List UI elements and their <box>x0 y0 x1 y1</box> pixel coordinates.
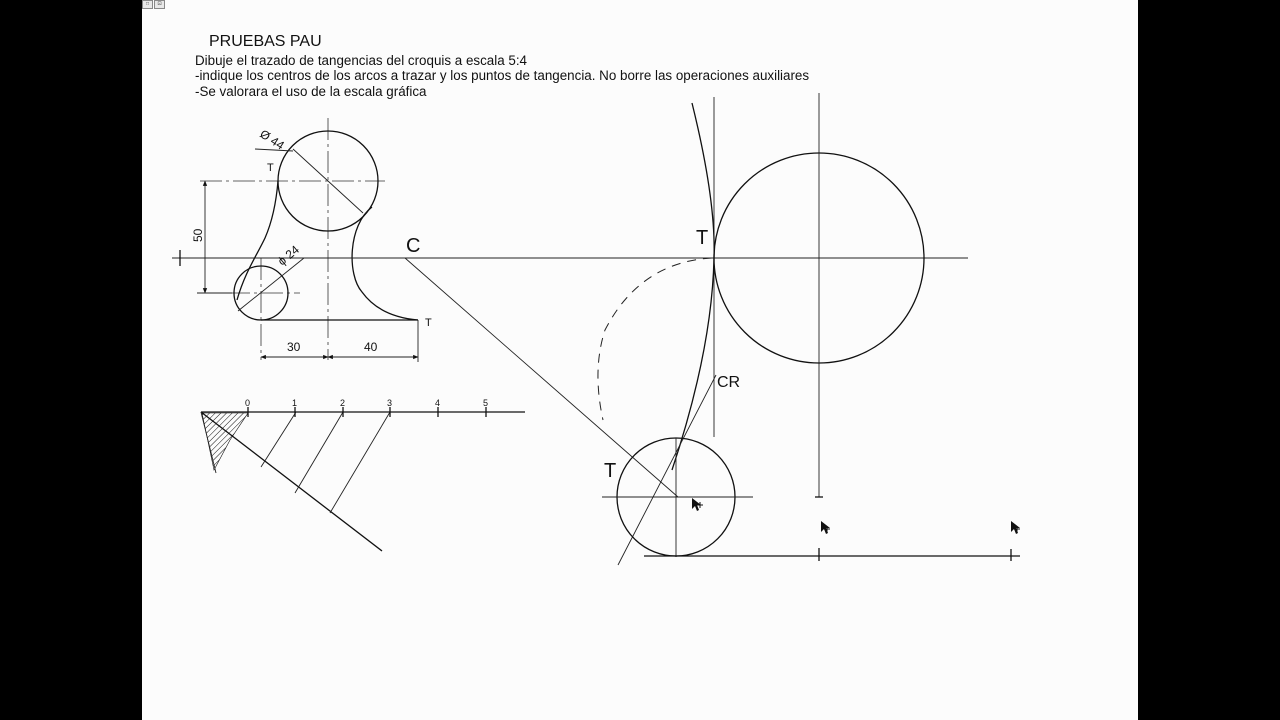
construction <box>300 93 1020 565</box>
dim-left-label: 30 <box>287 340 301 354</box>
scale-hatched-region <box>202 413 248 470</box>
maximize-button[interactable]: ⊡ <box>154 0 165 9</box>
scale-label-1: 1 <box>292 398 298 408</box>
tangent-t-large-label: T <box>696 227 709 249</box>
page-title: PRUEBAS PAU <box>209 33 322 50</box>
instruction-line-2: -indique los centros de los arcos a trazar y los puntos de tangencia. No borre las operaciones auxiliares <box>195 68 810 83</box>
cursor-icon <box>821 521 830 534</box>
scale-label-2: 2 <box>340 398 346 408</box>
left-tangent-arc <box>237 181 278 300</box>
scale-division-line-3 <box>330 412 390 513</box>
tangent-point-top-label: T <box>267 162 274 174</box>
scale-division-line-2 <box>295 412 343 493</box>
tangent-point-right-label: T <box>425 317 432 329</box>
cursor-icon <box>1011 521 1020 534</box>
scale-label-4: 4 <box>435 398 441 408</box>
scale-label-3: 3 <box>387 398 393 408</box>
right-tangent-arc <box>352 207 421 320</box>
dim-vertical-label: 50 <box>191 228 205 242</box>
instruction-line-1: Dibuje el trazado de tangencias del croquis a escala 5:4 <box>195 53 528 68</box>
scale-label-5: 5 <box>483 398 489 408</box>
dashed-construction-arc <box>598 258 712 420</box>
restore-button[interactable]: □ <box>142 0 153 9</box>
tangent-arc <box>672 103 714 470</box>
tangent-t-small-label: T <box>604 460 617 482</box>
diameter-large-label: Ø 44 <box>257 126 287 153</box>
diameter-small-label: ϕ 24 <box>274 242 302 269</box>
sketch <box>172 118 432 362</box>
small-diameter-line <box>238 258 304 311</box>
instruction-line-3: -Se valorara el uso de la escala gráfica <box>195 84 427 99</box>
scale-division-line-1 <box>261 412 296 467</box>
scale-label-0: 0 <box>245 398 251 408</box>
point-c-label: C <box>406 235 421 257</box>
graphic-scale <box>201 398 525 551</box>
cr-label: CR <box>717 374 741 391</box>
dim-right-label: 40 <box>364 340 378 354</box>
cursor-icon <box>692 498 703 511</box>
line-from-c <box>405 258 678 497</box>
